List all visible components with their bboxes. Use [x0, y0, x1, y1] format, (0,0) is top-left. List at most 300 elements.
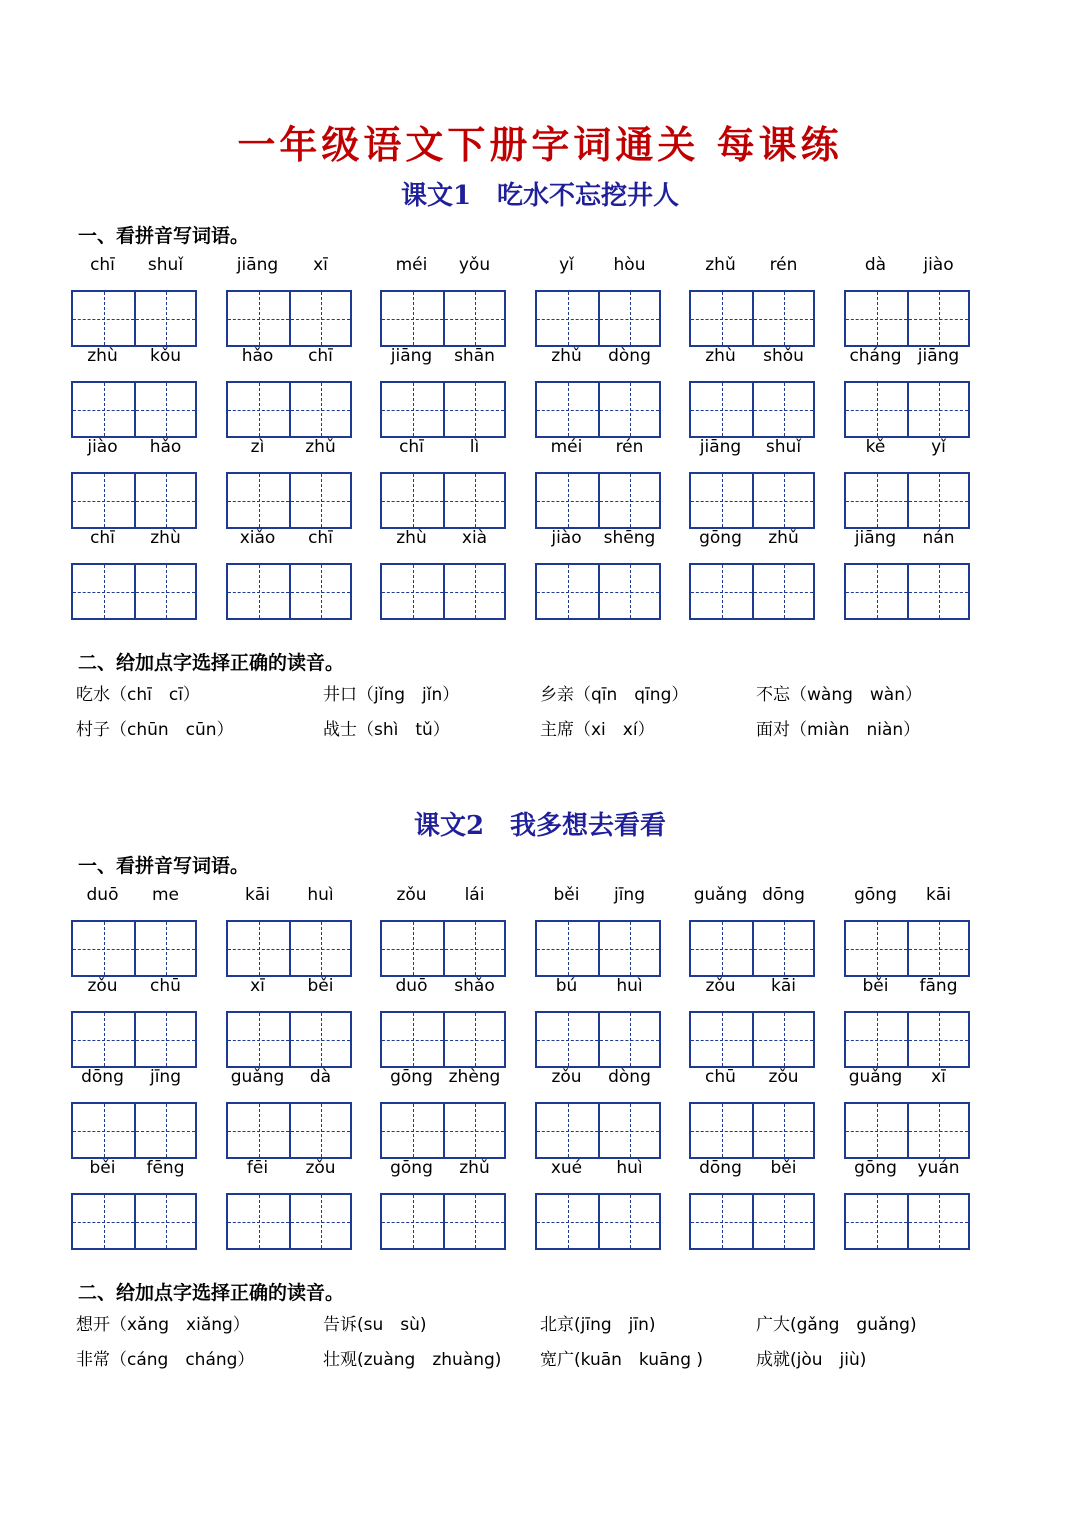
tian-zi-ge-box[interactable] [443, 1013, 504, 1066]
tian-zi-ge-box[interactable] [134, 1104, 195, 1157]
pinyin-label [535, 255, 661, 283]
pronunciation-choice-item[interactable]: 村子（chūn cūn） [76, 720, 234, 740]
word-item [226, 346, 352, 436]
writing-box-pair [226, 563, 352, 620]
tian-zi-ge-box[interactable] [134, 1195, 195, 1248]
pinyin-syllable: yǒu [458, 255, 491, 275]
pinyin-label [844, 976, 970, 1004]
pinyin-syllable: dòng [608, 1067, 651, 1087]
tian-zi-ge-box[interactable] [691, 292, 752, 345]
word-item [535, 885, 661, 975]
writing-box-pair [535, 920, 661, 977]
tian-zi-ge-box[interactable] [443, 565, 504, 618]
word-item [71, 1158, 197, 1248]
pronunciation-choice-item[interactable]: 战士（shì tǔ） [323, 720, 450, 740]
pinyin-syllable: gōng [390, 1158, 433, 1178]
pinyin-syllable: hǎo [149, 437, 182, 457]
pinyin-label [844, 437, 970, 465]
tian-zi-ge-box[interactable] [134, 922, 195, 975]
pinyin-label [689, 976, 815, 1004]
pinyin-label [380, 1067, 506, 1095]
writing-box-pair [380, 563, 506, 620]
pinyin-syllable: kāi [926, 885, 951, 905]
pinyin-syllable: shǒu [763, 346, 804, 366]
pinyin-syllable: kāi [771, 976, 796, 996]
tian-zi-ge-box[interactable] [691, 1195, 752, 1248]
tian-zi-ge-box[interactable] [73, 383, 134, 436]
pinyin-syllable: guǎng [693, 885, 748, 905]
pinyin-syllable: zhèng [448, 1067, 501, 1087]
tian-zi-ge-box[interactable] [537, 1104, 598, 1157]
tian-zi-ge-box[interactable] [289, 565, 350, 618]
choice-row [0, 715, 1080, 745]
tian-zi-ge-box[interactable] [382, 383, 443, 436]
writing-box-pair [844, 1102, 970, 1159]
writing-box-pair [844, 1193, 970, 1250]
pronunciation-choice-item[interactable]: 面对（miàn niàn） [756, 720, 921, 740]
tian-zi-ge-box[interactable] [907, 292, 968, 345]
pinyin-syllable: kǒu [149, 346, 182, 366]
pinyin-label [535, 885, 661, 913]
tian-zi-ge-box[interactable] [443, 1104, 504, 1157]
pinyin-syllable: zhù [705, 346, 736, 366]
word-item [380, 528, 506, 618]
word-item [844, 346, 970, 436]
tian-zi-ge-box[interactable] [598, 474, 659, 527]
pronunciation-choice-item[interactable]: 成就(jòu jiù) [756, 1350, 867, 1370]
word-item [844, 255, 970, 345]
tian-zi-ge-box[interactable] [443, 1195, 504, 1248]
choice-row [0, 1345, 1080, 1375]
tian-zi-ge-box[interactable] [537, 474, 598, 527]
word-item [689, 1158, 815, 1248]
pinyin-syllable: fēi [246, 1158, 269, 1178]
pinyin-syllable: zhù [150, 528, 181, 548]
word-item [535, 1067, 661, 1157]
tian-zi-ge-box[interactable] [752, 1104, 813, 1157]
writing-box-pair [71, 381, 197, 438]
tian-zi-ge-box[interactable] [289, 383, 350, 436]
pinyin-writing-heading: 一、看拼音写词语。 [78, 855, 250, 877]
tian-zi-ge-box[interactable] [691, 1013, 752, 1066]
pinyin-syllable: lì [469, 437, 480, 457]
pinyin-syllable: gōng [699, 528, 742, 548]
pinyin-syllable: chī [90, 528, 115, 548]
pinyin-syllable: xī [931, 1067, 946, 1087]
pinyin-syllable: jiāng [236, 255, 279, 275]
pinyin-label [844, 346, 970, 374]
word-item [689, 528, 815, 618]
pinyin-syllable: dōng [699, 1158, 742, 1178]
pinyin-label [380, 437, 506, 465]
tian-zi-ge-box[interactable] [598, 1013, 659, 1066]
tian-zi-ge-box[interactable] [598, 383, 659, 436]
tian-zi-ge-box[interactable] [228, 565, 289, 618]
tian-zi-ge-box[interactable] [73, 1104, 134, 1157]
pinyin-syllable: jiāng [917, 346, 960, 366]
tian-zi-ge-box[interactable] [537, 1013, 598, 1066]
pinyin-syllable: fēng [146, 1158, 185, 1178]
pronunciation-choice-item[interactable]: 主席（xi xí） [540, 720, 655, 740]
tian-zi-ge-box[interactable] [443, 292, 504, 345]
pinyin-syllable: běi [89, 1158, 116, 1178]
pinyin-syllable: shǎo [454, 976, 495, 996]
word-item [535, 346, 661, 436]
writing-box-pair [535, 1193, 661, 1250]
word-item [844, 1067, 970, 1157]
pronunciation-choice-item[interactable]: 井口（jǐng jǐn） [323, 685, 460, 705]
writing-box-pair [226, 920, 352, 977]
page-title: 一年级语文下册字词通关 每课练 [237, 122, 843, 167]
tian-zi-ge-box[interactable] [752, 565, 813, 618]
tian-zi-ge-box[interactable] [289, 1104, 350, 1157]
pinyin-syllable: xiǎo [239, 528, 276, 548]
pinyin-label [689, 1158, 815, 1186]
writing-box-pair [535, 563, 661, 620]
pinyin-label [71, 346, 197, 374]
tian-zi-ge-box[interactable] [846, 1195, 907, 1248]
pinyin-label [226, 1158, 352, 1186]
word-item [226, 255, 352, 345]
pinyin-label [71, 885, 197, 913]
tian-zi-ge-box[interactable] [846, 383, 907, 436]
writing-box-pair [535, 1102, 661, 1159]
tian-zi-ge-box[interactable] [443, 383, 504, 436]
pinyin-syllable: zhǔ [459, 1158, 490, 1178]
pinyin-syllable: jiāng [390, 346, 433, 366]
tian-zi-ge-box[interactable] [691, 1104, 752, 1157]
pinyin-syllable: yuán [917, 1158, 960, 1178]
word-item [226, 1067, 352, 1157]
pinyin-syllable: gōng [390, 1067, 433, 1087]
pinyin-label [535, 437, 661, 465]
word-grid-row [0, 885, 1080, 975]
tian-zi-ge-box[interactable] [382, 1195, 443, 1248]
pinyin-syllable: jīng [149, 1067, 181, 1087]
pinyin-label [226, 255, 352, 283]
pinyin-label [689, 346, 815, 374]
tian-zi-ge-box[interactable] [289, 474, 350, 527]
tian-zi-ge-box[interactable] [289, 292, 350, 345]
writing-box-pair [689, 1011, 815, 1068]
pinyin-syllable: dà [864, 255, 887, 275]
writing-box-pair [380, 920, 506, 977]
tian-zi-ge-box[interactable] [289, 922, 350, 975]
word-item [380, 255, 506, 345]
word-item [535, 1158, 661, 1248]
word-item [689, 255, 815, 345]
word-item [226, 885, 352, 975]
pinyin-syllable: yǐ [931, 437, 946, 457]
writing-box-pair [535, 381, 661, 438]
word-grid-row [0, 976, 1080, 1066]
writing-box-pair [380, 1011, 506, 1068]
pinyin-syllable: zǒu [551, 1067, 582, 1087]
pinyin-label [844, 1067, 970, 1095]
tian-zi-ge-box[interactable] [73, 292, 134, 345]
word-item [380, 885, 506, 975]
tian-zi-ge-box[interactable] [752, 1013, 813, 1066]
pinyin-label [226, 976, 352, 1004]
writing-box-pair [535, 290, 661, 347]
tian-zi-ge-box[interactable] [537, 922, 598, 975]
tian-zi-ge-box[interactable] [134, 474, 195, 527]
tian-zi-ge-box[interactable] [443, 474, 504, 527]
word-item [71, 346, 197, 436]
choice-row [0, 680, 1080, 710]
writing-box-pair [535, 472, 661, 529]
word-item [689, 437, 815, 527]
tian-zi-ge-box[interactable] [907, 565, 968, 618]
word-item [380, 437, 506, 527]
tian-zi-ge-box[interactable] [228, 292, 289, 345]
pinyin-syllable: rén [615, 437, 644, 457]
pinyin-label [71, 528, 197, 556]
pinyin-syllable: zhù [396, 528, 427, 548]
pronunciation-choice-item[interactable]: 宽广(kuān kuāng ) [540, 1350, 704, 1370]
word-item [71, 1067, 197, 1157]
pinyin-label [226, 437, 352, 465]
pinyin-syllable: kě [865, 437, 886, 457]
pinyin-syllable: běi [307, 976, 334, 996]
pronunciation-choice-item[interactable]: 非常（cáng cháng） [76, 1350, 255, 1370]
writing-box-pair [844, 1011, 970, 1068]
pinyin-syllable: chī [308, 346, 333, 366]
word-item [689, 976, 815, 1066]
pinyin-syllable: zhǔ [768, 528, 799, 548]
pinyin-syllable: zǒu [768, 1067, 799, 1087]
pinyin-label [535, 528, 661, 556]
word-item [380, 1158, 506, 1248]
pinyin-writing-heading: 一、看拼音写词语。 [78, 225, 250, 247]
tian-zi-ge-box[interactable] [846, 292, 907, 345]
tian-zi-ge-box[interactable] [846, 1104, 907, 1157]
tian-zi-ge-box[interactable] [134, 292, 195, 345]
pronunciation-choice-item[interactable]: 壮观(zuàng zhuàng) [323, 1350, 502, 1370]
pinyin-label [71, 1158, 197, 1186]
tian-zi-ge-box[interactable] [691, 922, 752, 975]
word-item [689, 346, 815, 436]
tian-zi-ge-box[interactable] [382, 922, 443, 975]
tian-zi-ge-box[interactable] [907, 474, 968, 527]
tian-zi-ge-box[interactable] [846, 474, 907, 527]
word-item [844, 976, 970, 1066]
writing-box-pair [226, 1011, 352, 1068]
tian-zi-ge-box[interactable] [382, 292, 443, 345]
pronunciation-choice-item[interactable]: 北京(jīng jīn) [540, 1315, 656, 1335]
tian-zi-ge-box[interactable] [752, 292, 813, 345]
lesson-section [0, 805, 1080, 1385]
writing-box-pair [689, 290, 815, 347]
writing-box-pair [226, 1193, 352, 1250]
pinyin-label [71, 1067, 197, 1095]
tian-zi-ge-box[interactable] [73, 474, 134, 527]
writing-box-pair [226, 290, 352, 347]
tian-zi-ge-box[interactable] [691, 383, 752, 436]
word-item [71, 885, 197, 975]
tian-zi-ge-box[interactable] [443, 922, 504, 975]
pinyin-syllable: zǒu [87, 976, 118, 996]
pinyin-syllable: chī [399, 437, 424, 457]
tian-zi-ge-box[interactable] [598, 292, 659, 345]
writing-box-pair [71, 920, 197, 977]
tian-zi-ge-box[interactable] [691, 565, 752, 618]
pinyin-label [689, 528, 815, 556]
pinyin-syllable: me [151, 885, 180, 905]
tian-zi-ge-box[interactable] [598, 1195, 659, 1248]
tian-zi-ge-box[interactable] [907, 1104, 968, 1157]
tian-zi-ge-box[interactable] [846, 565, 907, 618]
pinyin-label [380, 528, 506, 556]
tian-zi-ge-box[interactable] [382, 1013, 443, 1066]
pinyin-label [380, 346, 506, 374]
tian-zi-ge-box[interactable] [228, 922, 289, 975]
pinyin-label [844, 1158, 970, 1186]
word-item [689, 885, 815, 975]
tian-zi-ge-box[interactable] [907, 1013, 968, 1066]
writing-box-pair [71, 290, 197, 347]
tian-zi-ge-box[interactable] [752, 383, 813, 436]
lesson-title: 课文1 吃水不忘挖井人 [400, 181, 680, 211]
pinyin-syllable: gōng [854, 1158, 897, 1178]
word-item [535, 528, 661, 618]
tian-zi-ge-box[interactable] [134, 565, 195, 618]
pronunciation-choice-item[interactable]: 乡亲（qīn qīng） [540, 685, 689, 705]
pinyin-syllable: duō [395, 976, 428, 996]
pinyin-syllable: jiào [923, 255, 954, 275]
tian-zi-ge-box[interactable] [752, 474, 813, 527]
tian-zi-ge-box[interactable] [691, 474, 752, 527]
tian-zi-ge-box[interactable] [382, 474, 443, 527]
pinyin-syllable: xī [250, 976, 265, 996]
tian-zi-ge-box[interactable] [907, 922, 968, 975]
writing-box-pair [844, 563, 970, 620]
word-item [226, 528, 352, 618]
writing-box-pair [844, 290, 970, 347]
writing-box-pair [380, 1193, 506, 1250]
tian-zi-ge-box[interactable] [598, 1104, 659, 1157]
pinyin-syllable: rén [769, 255, 798, 275]
word-item [71, 255, 197, 345]
tian-zi-ge-box[interactable] [73, 922, 134, 975]
tian-zi-ge-box[interactable] [537, 383, 598, 436]
tian-zi-ge-box[interactable] [134, 1013, 195, 1066]
writing-box-pair [71, 1193, 197, 1250]
writing-box-pair [689, 472, 815, 529]
pinyin-syllable: zǒu [396, 885, 427, 905]
tian-zi-ge-box[interactable] [228, 383, 289, 436]
pinyin-syllable: dòng [608, 346, 651, 366]
writing-box-pair [71, 472, 197, 529]
pinyin-label [535, 1067, 661, 1095]
tian-zi-ge-box[interactable] [537, 1195, 598, 1248]
tian-zi-ge-box[interactable] [382, 565, 443, 618]
word-item [535, 437, 661, 527]
tian-zi-ge-box[interactable] [846, 922, 907, 975]
pinyin-label [844, 885, 970, 913]
pronunciation-choice-item[interactable]: 告诉(su sù) [323, 1315, 427, 1335]
word-grid-row [0, 1067, 1080, 1157]
tian-zi-ge-box[interactable] [73, 1195, 134, 1248]
pinyin-syllable: chī [90, 255, 115, 275]
writing-box-pair [71, 1102, 197, 1159]
tian-zi-ge-box[interactable] [752, 1195, 813, 1248]
pinyin-syllable: dōng [762, 885, 805, 905]
tian-zi-ge-box[interactable] [598, 565, 659, 618]
tian-zi-ge-box[interactable] [289, 1013, 350, 1066]
writing-box-pair [689, 563, 815, 620]
pronunciation-choice-item[interactable]: 不忘（wàng wàn） [756, 685, 922, 705]
tian-zi-ge-box[interactable] [537, 292, 598, 345]
word-grid-row [0, 1158, 1080, 1248]
pinyin-label [226, 885, 352, 913]
pinyin-syllable: běi [770, 1158, 797, 1178]
pinyin-syllable: jiāng [854, 528, 897, 548]
pinyin-syllable: kāi [245, 885, 270, 905]
tian-zi-ge-box[interactable] [134, 383, 195, 436]
tian-zi-ge-box[interactable] [752, 922, 813, 975]
writing-box-pair [844, 920, 970, 977]
word-grid-row [0, 255, 1080, 345]
word-item [380, 346, 506, 436]
tian-zi-ge-box[interactable] [907, 383, 968, 436]
pinyin-syllable: xī [313, 255, 328, 275]
pinyin-label [380, 976, 506, 1004]
tian-zi-ge-box[interactable] [228, 1195, 289, 1248]
pinyin-label [380, 1158, 506, 1186]
word-item [844, 528, 970, 618]
pinyin-label [380, 255, 506, 283]
writing-box-pair [689, 1102, 815, 1159]
word-item [689, 1067, 815, 1157]
pronunciation-choice-item[interactable]: 吃水（chī cī） [76, 685, 200, 705]
pronunciation-choice-item[interactable]: 想开（xǎng xiǎng） [76, 1315, 250, 1335]
pinyin-syllable: guǎng [230, 1067, 285, 1087]
pronunciation-choice-item[interactable]: 广大(gǎng guǎng) [756, 1315, 917, 1335]
tian-zi-ge-box[interactable] [228, 1013, 289, 1066]
word-item [844, 885, 970, 975]
writing-box-pair [380, 1102, 506, 1159]
tian-zi-ge-box[interactable] [289, 1195, 350, 1248]
tian-zi-ge-box[interactable] [73, 1013, 134, 1066]
pinyin-syllable: jiào [87, 437, 118, 457]
tian-zi-ge-box[interactable] [228, 474, 289, 527]
tian-zi-ge-box[interactable] [382, 1104, 443, 1157]
tian-zi-ge-box[interactable] [228, 1104, 289, 1157]
pinyin-syllable: dōng [81, 1067, 124, 1087]
pinyin-syllable: bú [555, 976, 578, 996]
word-item [380, 1067, 506, 1157]
pinyin-syllable: xià [461, 528, 488, 548]
writing-box-pair [689, 920, 815, 977]
pinyin-syllable: jiào [551, 528, 582, 548]
tian-zi-ge-box[interactable] [598, 922, 659, 975]
writing-box-pair [689, 1193, 815, 1250]
tian-zi-ge-box[interactable] [907, 1195, 968, 1248]
tian-zi-ge-box[interactable] [537, 565, 598, 618]
pinyin-syllable: zhǔ [305, 437, 336, 457]
pinyin-label [226, 1067, 352, 1095]
pinyin-label [71, 255, 197, 283]
pinyin-syllable: zǒu [305, 1158, 336, 1178]
tian-zi-ge-box[interactable] [846, 1013, 907, 1066]
pinyin-syllable: yǐ [559, 255, 574, 275]
pinyin-syllable: chū [150, 976, 181, 996]
pinyin-syllable: duō [86, 885, 119, 905]
tian-zi-ge-box[interactable] [73, 565, 134, 618]
pinyin-label [689, 1067, 815, 1095]
pinyin-syllable: jiāng [699, 437, 742, 457]
